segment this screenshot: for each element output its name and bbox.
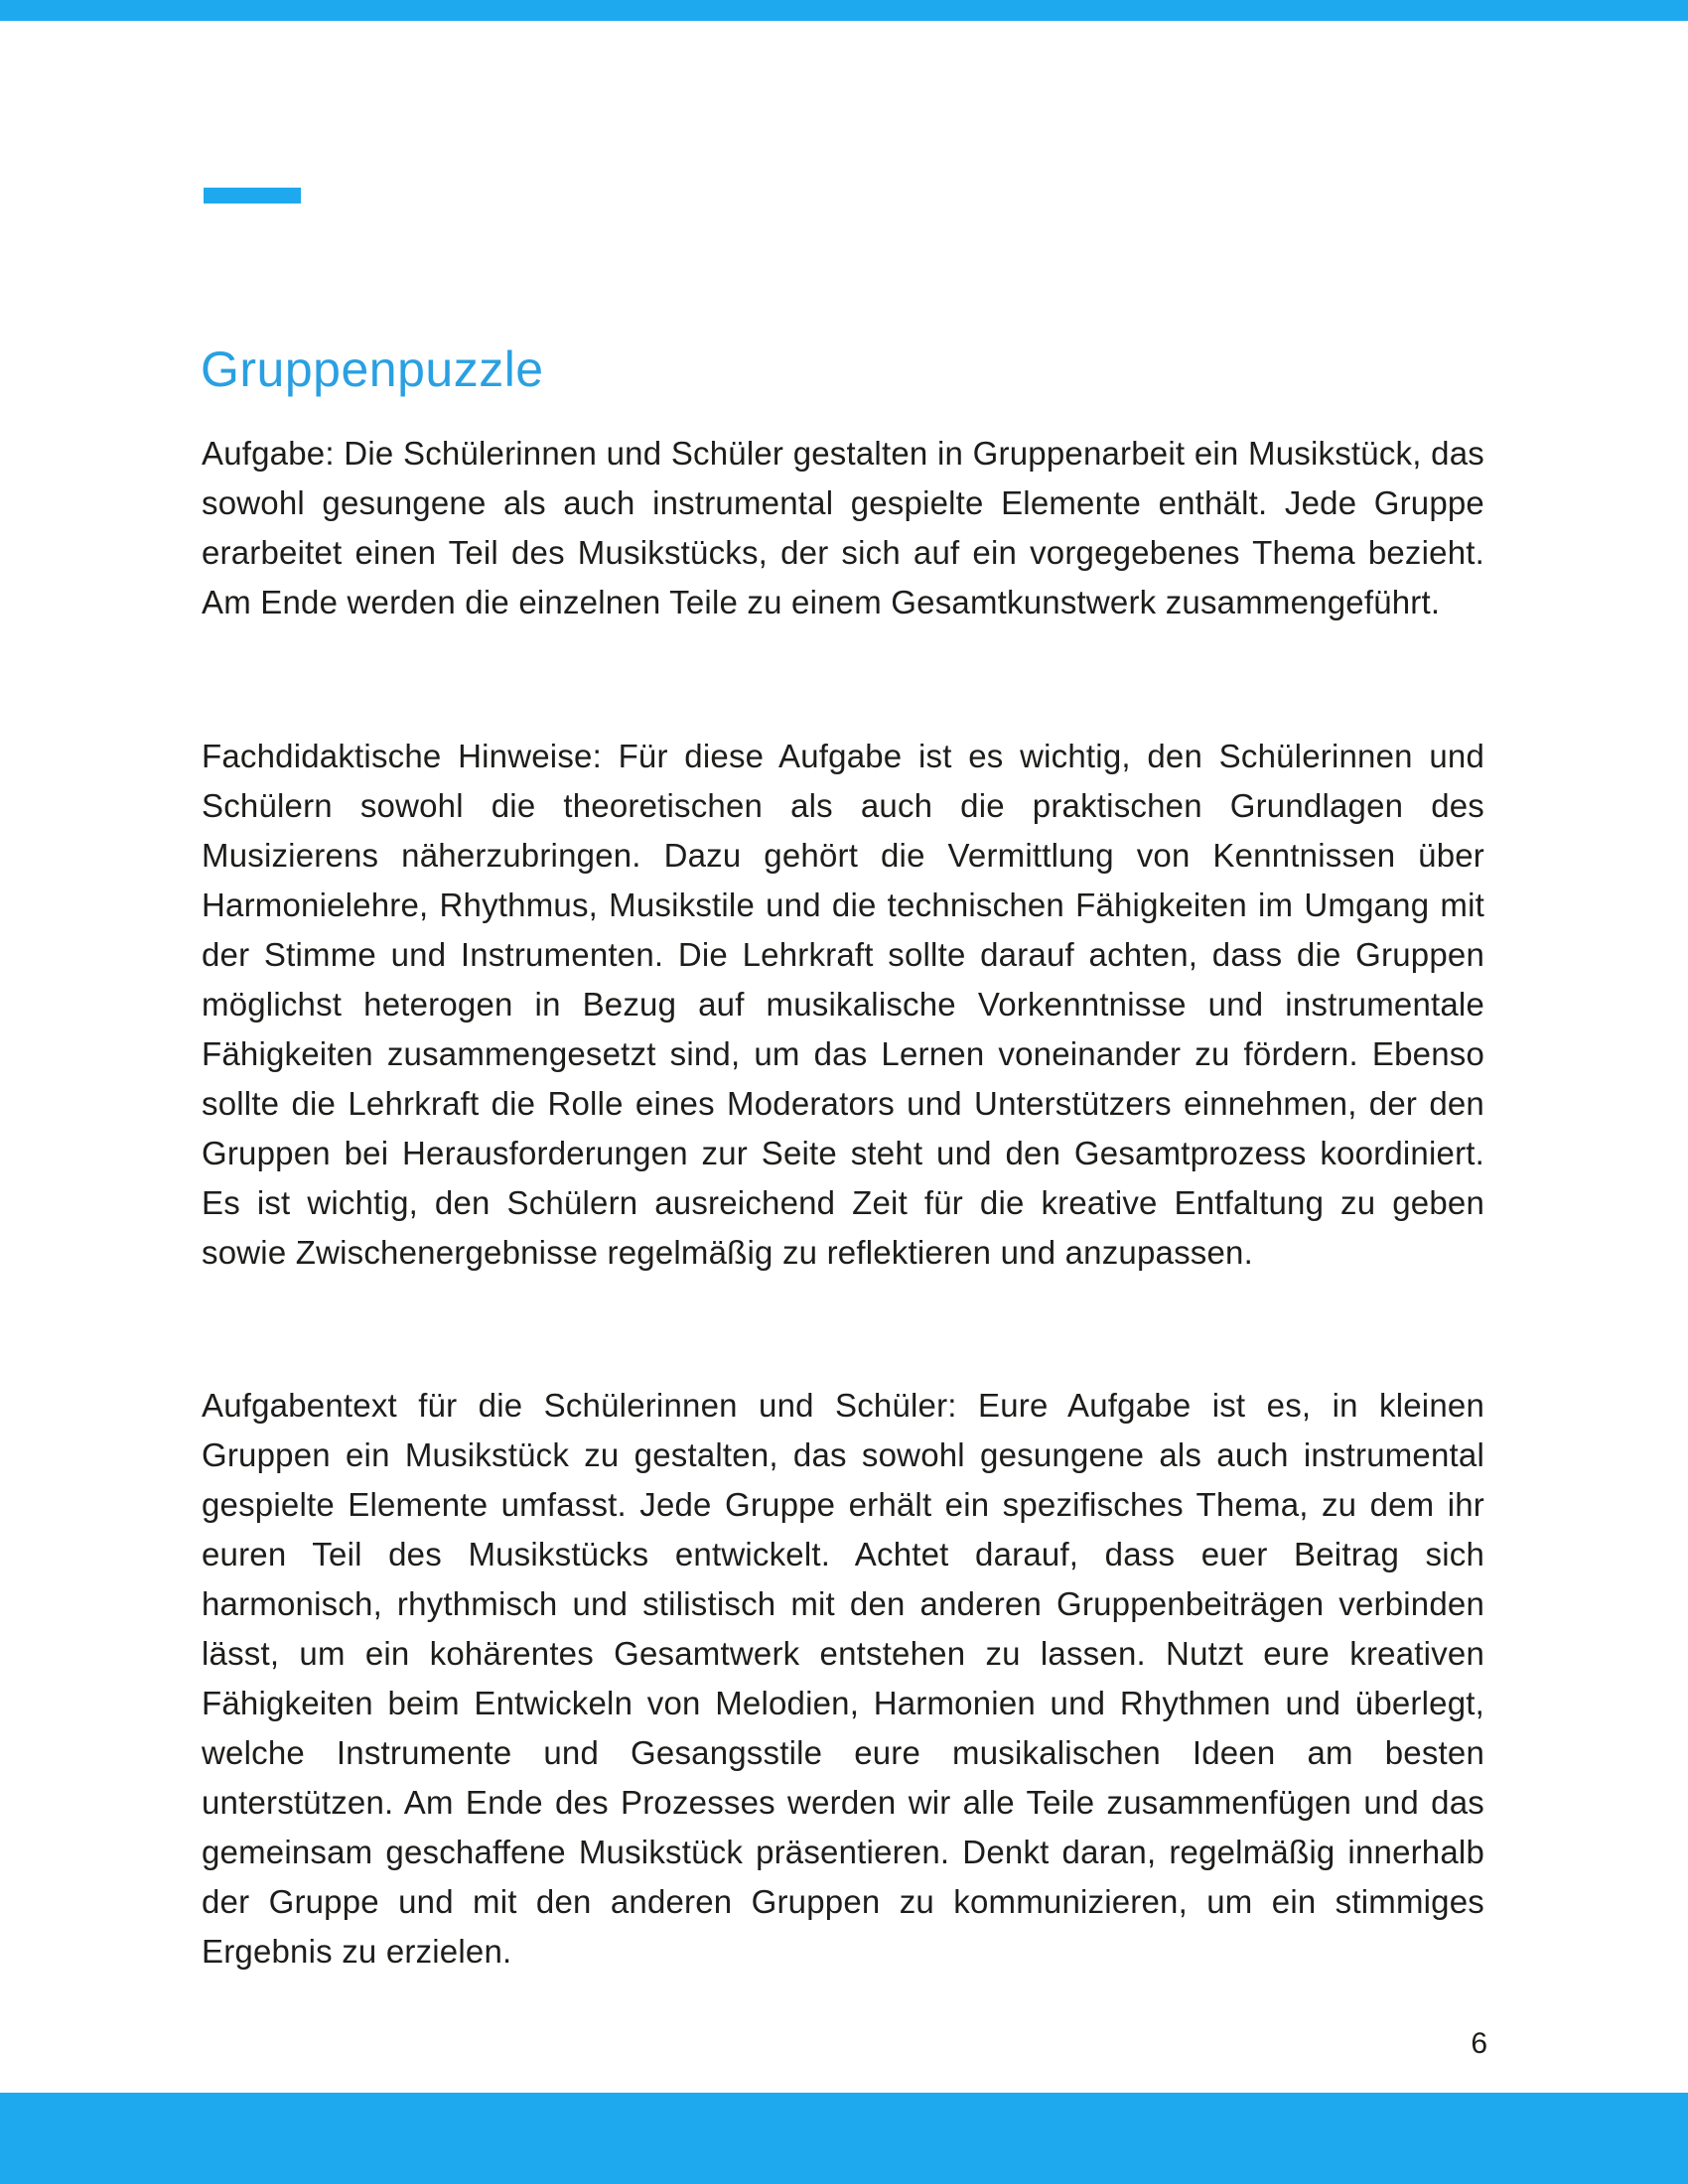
paragraph-fachdidaktische-hinweise: Fachdidaktische Hinweise: Für diese Aufgabe ist es wichtig, den Schülerinnen und Schülern sowohl die theoretischen als auch die praktischen Grundlagen des Musizierens näherzubringen. Dazu gehört die Vermittlung von Kenntnissen über Harmonielehre, Rhythmus, Musikstile und die technischen Fähigkeiten im Umgang mit der Stimme und Instrumenten. Die Lehrkraft sollte darauf achten, dass die Gruppen möglichst heterogen in Bezug auf musikalische Vorkenntnisse und instrumentale Fähigkeiten zusammengesetzt sind, um das Lernen voneinander zu fördern. Ebenso sollte die Lehrkraft die Rolle eines Moderators und Unterstützers einnehmen, der den Gruppen bei Herausforderungen zur Seite steht und den Gesamtprozess koordiniert. Es ist wichtig, den Schülern ausreichend Zeit für die kreative Entfaltung zu geben sowie Zwischenergebnisse regelmäßig zu reflektieren und anzupassen. — [202, 738, 1484, 1271]
page-number: 6 — [1471, 2027, 1487, 2060]
page-title: Gruppenpuzzle — [201, 341, 544, 397]
title-accent-dash — [204, 188, 301, 204]
bottom-accent-bar — [0, 2093, 1688, 2184]
paragraph-aufgabentext: Aufgabentext für die Schülerinnen und Schüler: Eure Aufgabe ist es, in kleinen Gruppen ein Musikstück zu gestalten, das sowohl gesungene als auch instrumental gespielte Elemente umfasst. Jede Gruppe erhält ein spezifisches Thema, zu dem ihr euren Teil des Musikstücks entwickelt. Achtet darauf, dass euer Beitrag sich harmonisch, rhythmisch und stilistisch mit den anderen Gruppenbeiträgen verbinden lässt, um ein kohärentes Gesamtwerk entstehen zu lassen. Nutzt eure kreativen Fähigkeiten beim Entwickeln von Melodien, Harmonien und Rhythmen und überlegt, welche Instrumente und Gesangsstile eure musikalischen Ideen am besten unterstützen. Am Ende des Prozesses werden wir alle Teile zusammenfügen und das gemeinsam geschaffene Musikstück präsentieren. Denkt daran, regelmäßig innerhalb der Gruppe und mit den anderen Gruppen zu kommunizieren, um ein stimmiges Ergebnis zu erzielen. — [202, 1387, 1484, 1970]
paragraph-aufgabe: Aufgabe: Die Schülerinnen und Schüler gestalten in Gruppenarbeit ein Musikstück, das sowohl gesungene als auch instrumental gespielte Elemente enthält. Jede Gruppe erarbeitet einen Teil des Musikstücks, der sich auf ein vorgegebenes Thema bezieht. Am Ende werden die einzelnen Teile zu einem Gesamtkunstwerk zusammengeführt. — [202, 435, 1484, 620]
top-accent-bar — [0, 0, 1688, 21]
